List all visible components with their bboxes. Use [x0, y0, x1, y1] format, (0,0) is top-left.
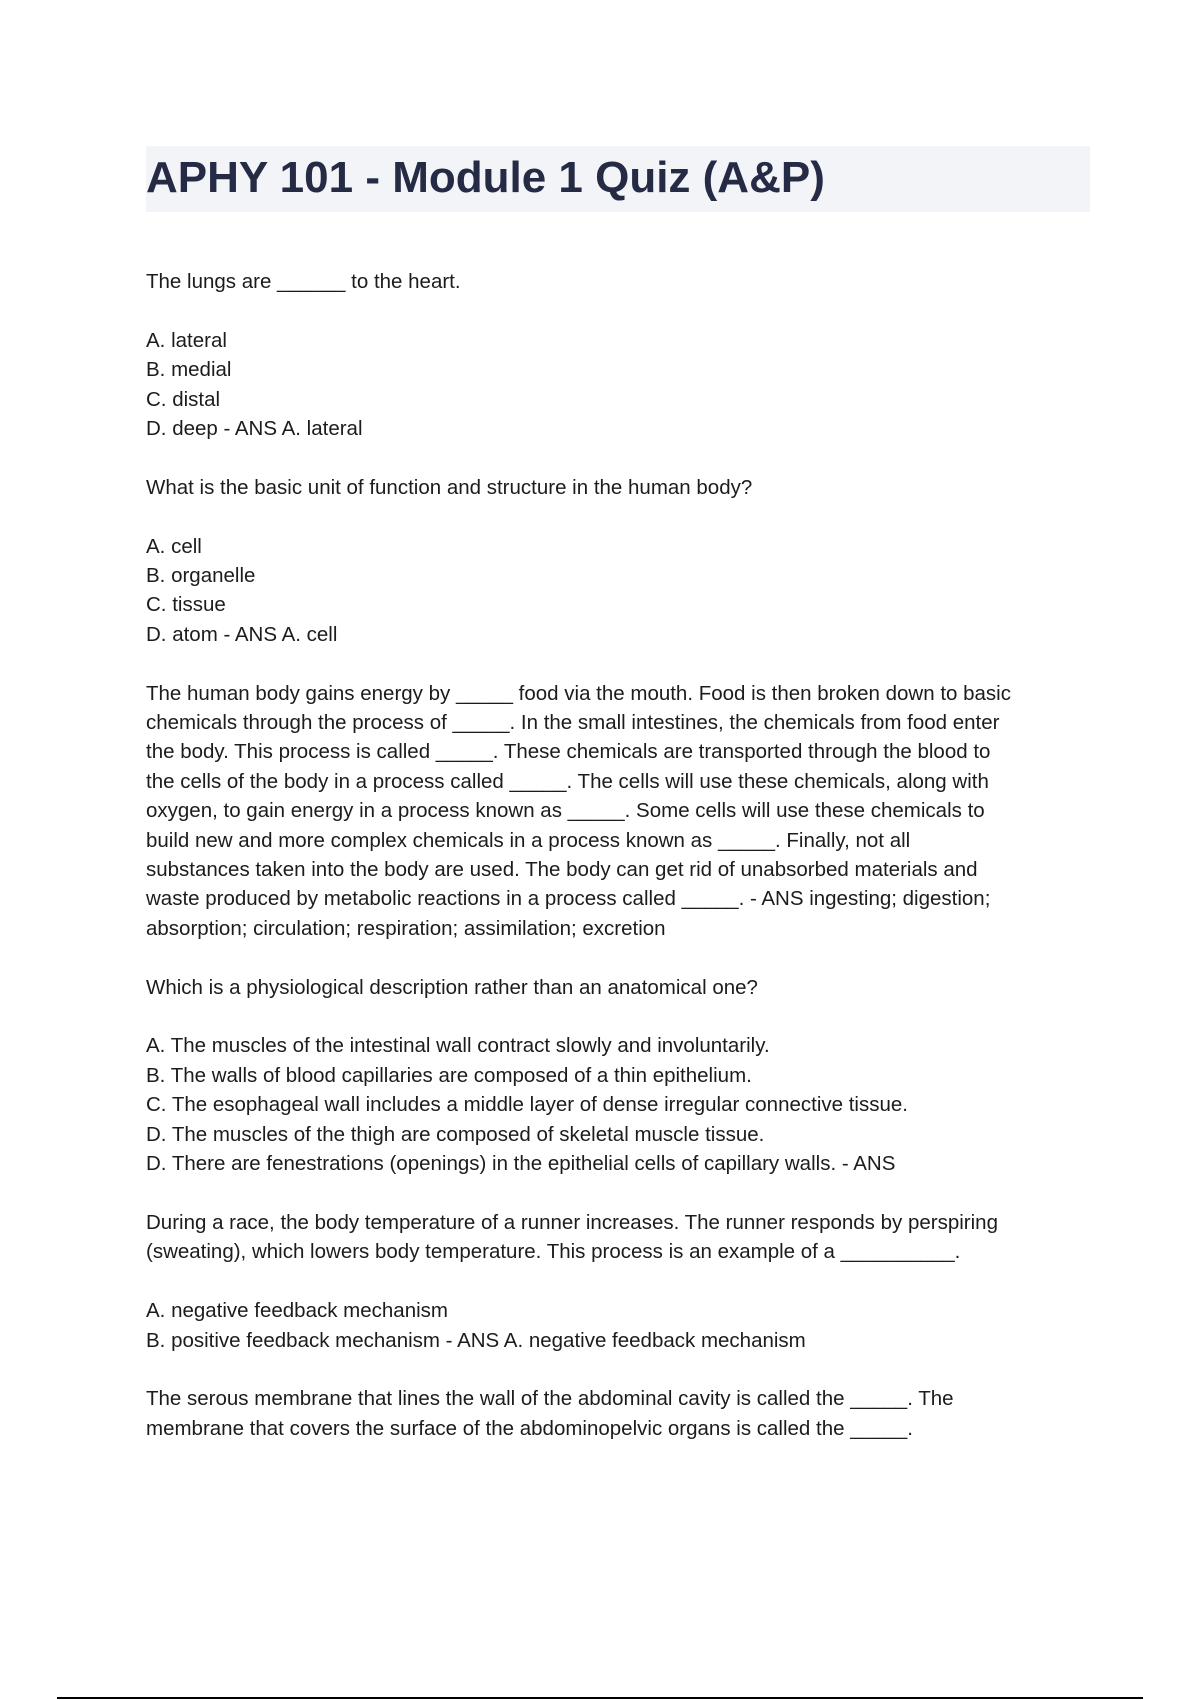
question-paragraph [146, 679, 1090, 944]
title-banner [146, 146, 1090, 212]
prompt-line: (sweating), which lowers body temperature. This process is an example of a __________. [146, 1240, 961, 1264]
option-line-answer: D. deep - ANS A. lateral [146, 417, 363, 441]
question-options [146, 326, 1090, 444]
option-line: B. organelle [146, 564, 256, 588]
option-line-answer: D. There are fenestrations (openings) in the epithelial cells of capillary walls. - ANS [146, 1152, 896, 1176]
paragraph-line: substances taken into the body are used. The body can get rid of unabsorbed materials and [146, 858, 978, 882]
question-prompt [146, 1208, 1090, 1267]
question-prompt: The lungs are ______ to the heart. [146, 270, 461, 293]
paragraph-line: the cells of the body in a process called _____. The cells will use these chemicals, along with [146, 769, 989, 793]
option-line: A. cell [146, 534, 202, 558]
option-line: C. tissue [146, 593, 226, 617]
paragraph-line: chemicals through the process of _____. In the small intestines, the chemicals from food enter [146, 711, 1000, 735]
question-prompt: What is the basic unit of function and structure in the human body? [146, 475, 753, 499]
paragraph-line: membrane that covers the surface of the abdominopelvic organs is called the _____. [146, 1416, 913, 1440]
option-line: B. medial [146, 358, 232, 382]
footer-divider [57, 1697, 1143, 1699]
paragraph-line: The human body gains energy by _____ food via the mouth. Food is then broken down to basic [146, 681, 1011, 705]
paragraph-line: waste produced by metabolic reactions in a process called _____. - ANS ingesting; digestion; [146, 887, 991, 911]
page-title: APHY 101 - Module 1 Quiz (A&P) [146, 153, 825, 202]
question-paragraph [146, 1384, 1090, 1443]
option-line: A. negative feedback mechanism [146, 1299, 448, 1323]
option-line: C. The esophageal wall includes a middle layer of dense irregular connective tissue. [146, 1093, 908, 1117]
paragraph-line: oxygen, to gain energy in a process known as _____. Some cells will use these chemicals to [146, 799, 985, 823]
option-line: C. distal [146, 387, 221, 411]
option-line-answer: D. atom - ANS A. cell [146, 622, 338, 646]
question-options [146, 532, 1090, 650]
question-options [146, 1031, 1090, 1178]
paragraph-line: the body. This process is called _____. These chemicals are transported through the blood to [146, 740, 991, 764]
question-prompt: Which is a physiological description rather than an anatomical one? [146, 975, 758, 999]
quiz-content [146, 267, 1090, 1473]
prompt-line: During a race, the body temperature of a runner increases. The runner responds by perspiring [146, 1210, 998, 1234]
option-line: B. The walls of blood capillaries are composed of a thin epithelium. [146, 1063, 752, 1087]
paragraph-line: absorption; circulation; respiration; assimilation; excretion [146, 916, 666, 940]
paragraph-line: build new and more complex chemicals in a process known as _____. Finally, not all [146, 828, 911, 852]
question-options [146, 1296, 1090, 1355]
paragraph-line: The serous membrane that lines the wall of the abdominal cavity is called the _____. The [146, 1387, 954, 1411]
option-line: D. The muscles of the thigh are composed of skeletal muscle tissue. [146, 1122, 765, 1146]
option-line-answer: B. positive feedback mechanism - ANS A. negative feedback mechanism [146, 1328, 806, 1352]
option-line: A. The muscles of the intestinal wall contract slowly and involuntarily. [146, 1034, 770, 1058]
option-line: A. lateral [146, 328, 227, 352]
